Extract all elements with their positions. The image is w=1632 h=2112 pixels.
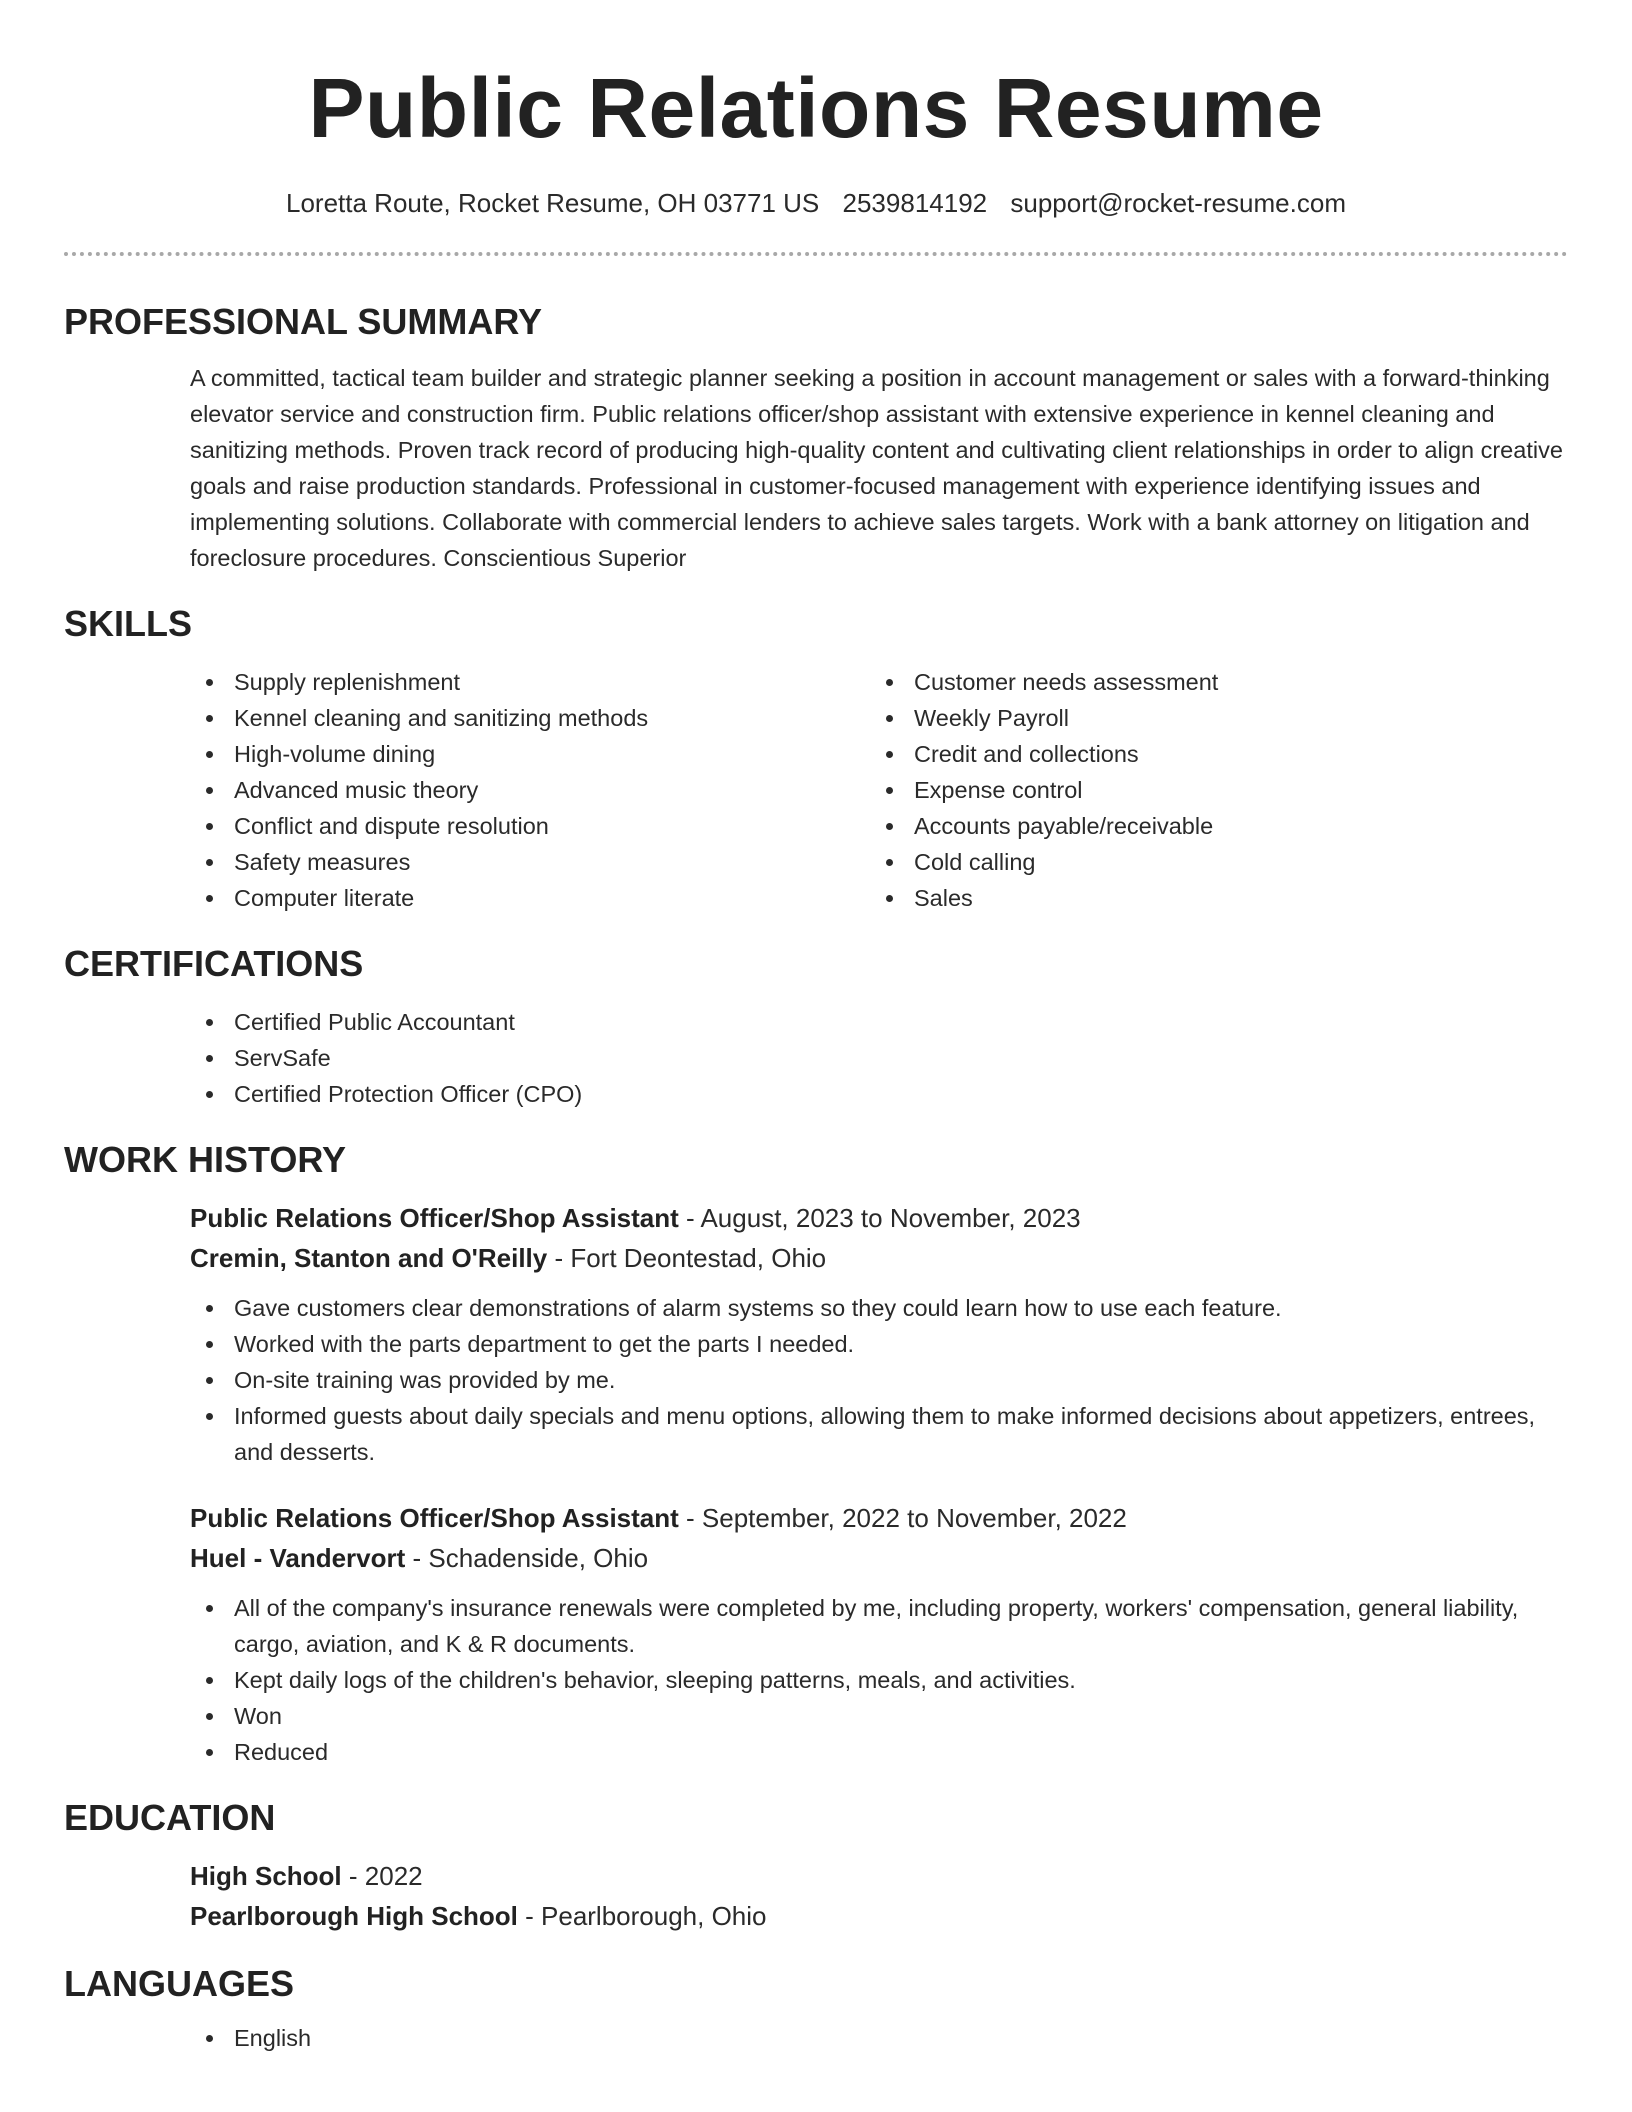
- education-year: - 2022: [341, 1861, 423, 1891]
- certification-item: Certified Protection Officer (CPO): [190, 1076, 1568, 1112]
- education-heading: EDUCATION: [64, 1797, 276, 1838]
- skill-item: High-volume dining: [190, 736, 870, 772]
- skill-item: Safety measures: [190, 844, 870, 880]
- header-divider: [64, 252, 1568, 256]
- skill-item: Conflict and dispute resolution: [190, 808, 870, 844]
- job-duty: Informed guests about daily specials and menu options, allowing them to make informed decisions about appetizers, entrees, and desserts.: [190, 1398, 1568, 1470]
- skill-item: Weekly Payroll: [870, 700, 1568, 736]
- education-degree: High School: [190, 1861, 342, 1891]
- skill-item: Accounts payable/receivable: [870, 808, 1568, 844]
- skill-item: Advanced music theory: [190, 772, 870, 808]
- job-location: - Schadenside, Ohio: [405, 1543, 649, 1573]
- education-entry: [190, 1856, 1568, 1936]
- contact-phone: 2539814192: [842, 188, 988, 218]
- job-company-line: [190, 1238, 1568, 1278]
- skill-item: Cold calling: [870, 844, 1568, 880]
- skills-list: [190, 664, 1568, 916]
- contact-address: Loretta Route, Rocket Resume, OH 03771 US: [286, 188, 820, 218]
- language-item: English: [190, 2020, 1568, 2056]
- certification-item: Certified Public Accountant: [190, 1004, 1568, 1040]
- summary-heading: PROFESSIONAL SUMMARY: [64, 301, 543, 342]
- job-title: Public Relations Officer/Shop Assistant: [190, 1503, 679, 1533]
- job-duty: On-site training was provided by me.: [190, 1362, 1568, 1398]
- skill-item: Expense control: [870, 772, 1568, 808]
- skill-item: Supply replenishment: [190, 664, 870, 700]
- skill-item: Kennel cleaning and sanitizing methods: [190, 700, 870, 736]
- resume-title: Public Relations Resume: [308, 61, 1324, 155]
- skill-item: Sales: [870, 880, 1568, 916]
- job-entry: [190, 1498, 1568, 1770]
- job-duty: Gave customers clear demonstrations of alarm systems so they could learn how to use each feature.: [190, 1290, 1568, 1326]
- job-entry: [190, 1198, 1568, 1470]
- contact-info: [64, 186, 1568, 220]
- job-duty: All of the company's insurance renewals were completed by me, including property, workers' compensation, general liability, cargo, aviation, and K & R documents.: [190, 1590, 1568, 1662]
- education-school: Pearlborough High School: [190, 1901, 518, 1931]
- education-location: - Pearlborough, Ohio: [517, 1901, 767, 1931]
- job-title-line: [190, 1498, 1568, 1538]
- skills-column-left: [190, 664, 870, 916]
- job-company: Huel - Vandervort: [190, 1543, 406, 1573]
- job-duty: Reduced: [190, 1734, 1568, 1770]
- skill-item: Computer literate: [190, 880, 870, 916]
- education-degree-line: [190, 1856, 1568, 1896]
- skills-heading: SKILLS: [64, 603, 193, 644]
- job-duty: Won: [190, 1698, 1568, 1734]
- languages-heading: LANGUAGES: [64, 1963, 295, 2004]
- education-school-line: [190, 1896, 1568, 1936]
- certifications-heading: CERTIFICATIONS: [64, 943, 364, 984]
- job-duty: Worked with the parts department to get the parts I needed.: [190, 1326, 1568, 1362]
- certification-item: ServSafe: [190, 1040, 1568, 1076]
- skill-item: Credit and collections: [870, 736, 1568, 772]
- job-duties: [190, 1590, 1568, 1770]
- job-dates: - September, 2022 to November, 2022: [678, 1503, 1127, 1533]
- job-company: Cremin, Stanton and O'Reilly: [190, 1243, 548, 1273]
- summary-text: A committed, tactical team builder and strategic planner seeking a position in account management or sales with a forward-thinking elevator service and construction firm. Public relations officer/shop assistant with extensive experience in kennel cleaning and sanitizing methods. Proven track record of producing high-quality content and cultivating client relationships in order to align creative goals and raise production standards. Professional in customer-focused management with experience identifying issues and implementing solutions. Collaborate with commercial lenders to achieve sales targets. Work with a bank attorney on litigation and foreclosure procedures. Conscientious Superior: [190, 365, 1563, 571]
- job-duties: [190, 1290, 1568, 1470]
- skill-item: Customer needs assessment: [870, 664, 1568, 700]
- job-location: - Fort Deontestad, Ohio: [547, 1243, 827, 1273]
- job-company-line: [190, 1538, 1568, 1578]
- job-title: Public Relations Officer/Shop Assistant: [190, 1203, 679, 1233]
- languages-list: [190, 2020, 1568, 2056]
- skills-column-right: [870, 664, 1568, 916]
- certifications-list: [190, 1004, 1568, 1112]
- job-title-line: [190, 1198, 1568, 1238]
- contact-email: support@rocket-resume.com: [1010, 188, 1346, 218]
- job-dates: - August, 2023 to November, 2023: [678, 1203, 1081, 1233]
- job-duty: Kept daily logs of the children's behavior, sleeping patterns, meals, and activities.: [190, 1662, 1568, 1698]
- work-history-heading: WORK HISTORY: [64, 1139, 347, 1180]
